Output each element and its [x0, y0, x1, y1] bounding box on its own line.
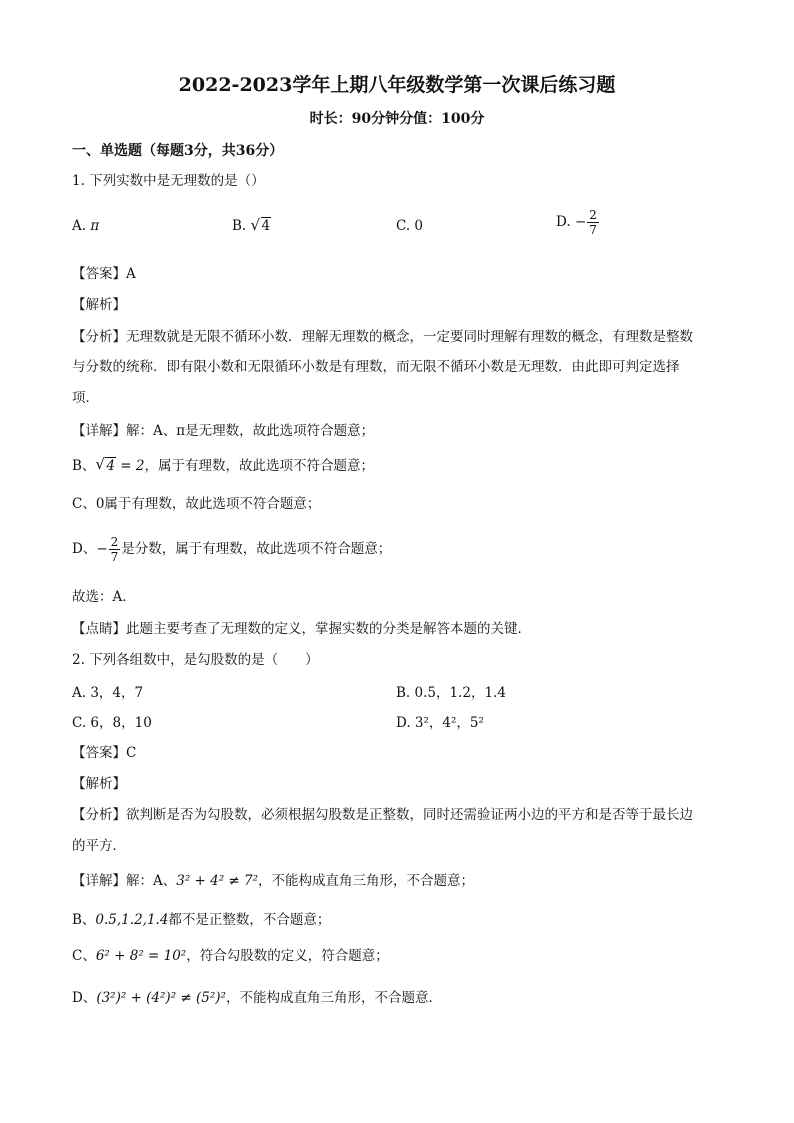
q1-fenxi-line1: 【分析】无理数就是无限不循环小数．理解无理数的概念，一定要同时理解有理数的概念，有理数是整数	[72, 329, 693, 345]
q2-detail-d: D、(3²)² + (4²)² ≠ (5²)²，不能构成直角三角形，不合题意．	[72, 990, 442, 1006]
q2-detail-b: B、0.5,1.2,1.4都不是正整数，不合题意；	[72, 912, 331, 928]
q1-detail-a: 【详解】解：A、π是无理数，故此选项符合题意；	[72, 423, 375, 439]
q2-fenxi-line1: 【分析】欲判断是否为勾股数，必须根据勾股数是正整数，同时还需验证两小边的平方和是否等于最长边	[72, 807, 693, 823]
section-heading: 一、单选题（每题3分，共36分）	[72, 143, 284, 159]
q1-fenxi-line3: 项．	[72, 390, 99, 406]
q1-choose: 故选：A．	[72, 589, 136, 605]
q1-option-b: B. √ 4	[232, 216, 271, 234]
q1-fenxi-line2: 与分数的统称．即有限小数和无限循环小数是有理数，而无限不循环小数是无理数．由此即可判定选择	[72, 359, 680, 375]
q2-answer: 【答案】C	[72, 745, 137, 761]
q2-stem: 2. 下列各组数中，是勾股数的是（ ）	[72, 652, 319, 668]
q1-answer: 【答案】A	[72, 266, 136, 282]
page-subtitle: 时长：90分钟分值：100分	[309, 111, 485, 127]
q2-option-d: D. 3²，4²，5²	[396, 715, 484, 731]
q1-detail-d: D、− $\frac{2}{7}$ 是分数，属于有理数，故此选项不符合题意；	[72, 535, 392, 564]
q1-detail-c: C、0属于有理数，故此选项不符合题意；	[72, 496, 321, 512]
q1-dianjing: 【点睛】此题主要考查了无理数的定义，掌握实数的分类是解答本题的关键．	[72, 621, 531, 637]
q2-analysis-label: 【解析】	[72, 776, 126, 792]
q2-detail-a: 【详解】解：A、3² + 4² ≠ 7²，不能构成直角三角形，不合题意；	[72, 873, 475, 889]
q2-option-a: A. 3，4，7	[72, 685, 144, 701]
q1-analysis-label: 【解析】	[72, 297, 126, 313]
fraction: $\frac{2}{7}$	[589, 208, 597, 237]
q1-stem: 1. 下列实数中是无理数的是（）	[72, 173, 265, 189]
q1-option-c: C. 0	[396, 218, 424, 234]
q2-option-b: B. 0.5，1.2，1.4	[396, 685, 506, 701]
q1-option-a: A. π	[72, 218, 100, 234]
q1-option-d: D. − $\frac{2}{7}$	[556, 208, 597, 237]
q1-detail-b: B、 √ 4 = 2，属于有理数，故此选项不符合题意；	[72, 455, 374, 474]
fraction: $\frac{2}{7}$	[110, 535, 119, 564]
sqrt-symbol: √ 4	[250, 216, 271, 234]
q2-option-c: C. 6，8，10	[72, 715, 152, 731]
sqrt-symbol: √ 4	[95, 455, 116, 474]
q2-detail-c: C、6² + 8² = 10²，符合勾股数的定义，符合题意；	[72, 948, 389, 964]
page-title: 2022-2023学年上期八年级数学第一次课后练习题	[178, 74, 616, 96]
q2-fenxi-line2: 的平方．	[72, 838, 126, 854]
